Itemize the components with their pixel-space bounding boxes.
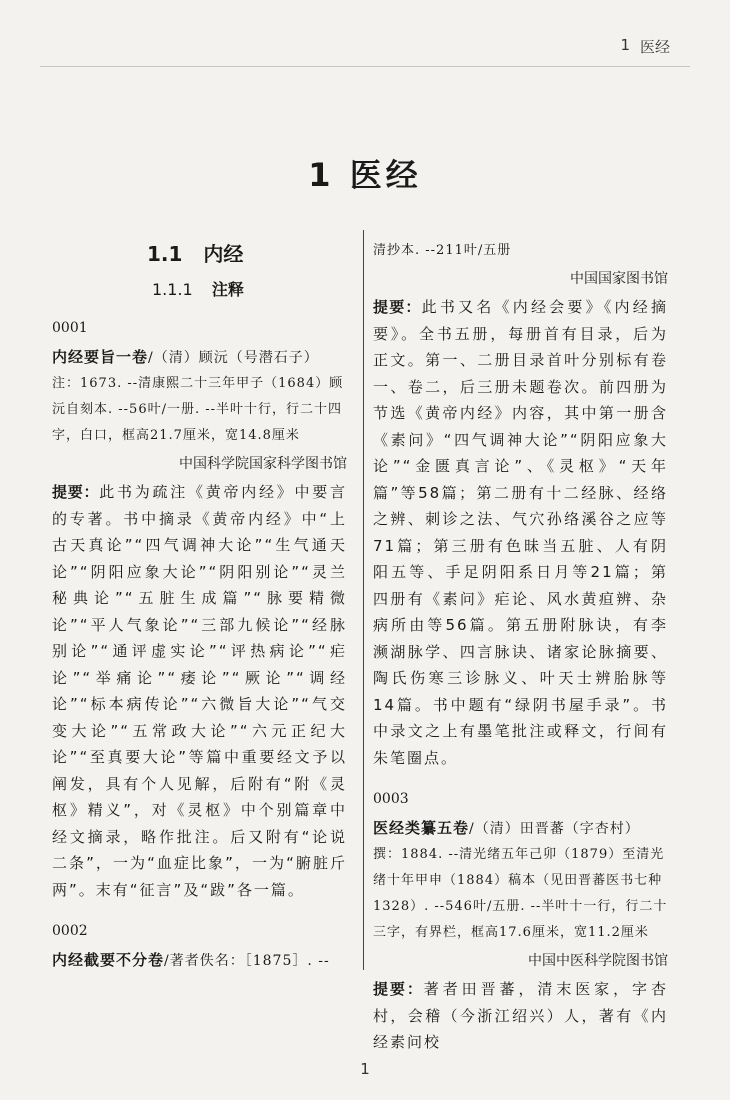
entry-title-line <box>52 344 347 371</box>
entry-title: 内经截要不分卷 <box>52 951 165 969</box>
right-column <box>373 238 668 1056</box>
section-heading <box>147 238 347 267</box>
abstract-label: 提要： <box>373 298 422 316</box>
entry-holding-library: 中国国家图书馆 <box>570 271 668 287</box>
abstract-label: 提要： <box>373 980 424 998</box>
entry-bibliographic-note: 注：1673. --清康熙二十三年甲子（1684）顾沅自刻本. --56叶/一册. --半叶十行，行二十四字，白口，框高21.7厘米，宽14.8厘米 <box>52 376 344 443</box>
entry-holding-library: 中国中医科学院图书馆 <box>528 953 668 969</box>
entry-title-line <box>52 947 347 974</box>
abstract-text: 此书又名《内经会要》《内经摘要》。全书五册，每册首有目录，后为正文。第一、二册目录首叶分别标有卷一、卷二，后三册未题卷次。前四册为节选《黄帝内经》内容，其中第一册含《素问》“四气调神大论”“阴阳应象大论”“金匮真言论”、《灵枢》“天年篇”等58篇；第二册有十二经脉、经络之辨、刺诊之法、气穴孙络溪谷之应等71篇；第三册有色昧当五脏、人有阴阳五等、手足阴阳系日月等21篇；第四册有《素问》疟论、风水黄疸辨、杂病所由等56篇。第五册附脉诀，有李濒湖脉学、四言脉诀、诸家论脉摘要、陶氏伤寒三诊脉义、叶天士辨胎脉等14篇。书中题有“绿阴书屋手录”。书中录文之上有墨笔批注或释文，行间有朱笔圈点。 <box>373 298 668 767</box>
abstract-text: 此书为疏注《黄帝内经》中要言的专著。书中摘录《黄帝内经》中“上古天真论”“四气调神大论”“生气通天论”“阴阳应象大论”“阴阳别论”“灵兰秘典论”“五脏生成篇”“脉要精微论”“平人气象论”“三部九候论”“经脉别论”“通评虚实论”“评热病论”“疟论”“举痛论”“痿论”“厥论”“调经论”“标本病传论”“六微旨大论”“气交变大论”“五常政大论”“六元正纪大论”“至真要大论”等篇中重要经文予以阐发，具有个人见解，后附有“附《灵枢》精义”，对《灵枢》中个别篇章中经文摘录，略作批注。后又附有“论说二条”，一为“血症比象”，一为“腑脏斤两”。末有“征言”及“跋”各一篇。 <box>52 483 347 899</box>
entry-number: 0001 <box>52 320 88 336</box>
section-title: 内经 <box>203 242 244 266</box>
entry-bibliographic-note: 清抄本. --211叶/五册 <box>373 243 512 258</box>
entry-number: 0002 <box>52 923 88 939</box>
chapter-title: 1 医经 <box>308 156 422 194</box>
entry-abstract <box>373 976 668 1056</box>
abstract-text: 著者田晋蕃，清末医家，字杏村，会稽（今浙江绍兴）人，著有《内经素问校 <box>373 980 668 1051</box>
left-column <box>52 238 347 974</box>
subsection-number: 1.1.1 <box>152 280 193 299</box>
running-header-title: 医经 <box>639 38 670 56</box>
running-header <box>620 36 670 57</box>
entry-abstract <box>52 479 347 903</box>
abstract-label: 提要： <box>52 483 100 501</box>
page-number: 1 <box>360 1060 370 1078</box>
entry-holding-library: 中国科学院国家科学图书馆 <box>179 456 347 472</box>
subsection-heading <box>152 277 347 300</box>
entry-author: /（清）顾沅（号潜石子） <box>148 350 319 366</box>
entry-title: 医经类纂五卷 <box>373 819 470 837</box>
entry-title: 内经要旨一卷 <box>52 348 149 366</box>
entry-author: /著者佚名：［1875］. -- <box>164 953 330 969</box>
running-header-number: 1 <box>620 36 630 54</box>
subsection-title: 注释 <box>211 280 244 299</box>
entry-number: 0003 <box>373 791 409 807</box>
section-number: 1.1 <box>147 242 183 266</box>
entry-bibliographic-note: 撰：1884. --清光绪五年己卯（1879）至清光绪十年甲申（1884）稿本（见田晋蕃医书七种1328）. --546叶/五册. --半叶十一行，行二十三字，有界栏，框高17.6厘米，宽11.2厘米 <box>373 847 668 940</box>
column-divider <box>363 230 364 970</box>
header-rule <box>40 66 690 67</box>
entry-author: /（清）田晋蕃（字杏村） <box>469 821 640 837</box>
entry-abstract <box>373 294 668 771</box>
entry-title-line <box>373 815 668 842</box>
